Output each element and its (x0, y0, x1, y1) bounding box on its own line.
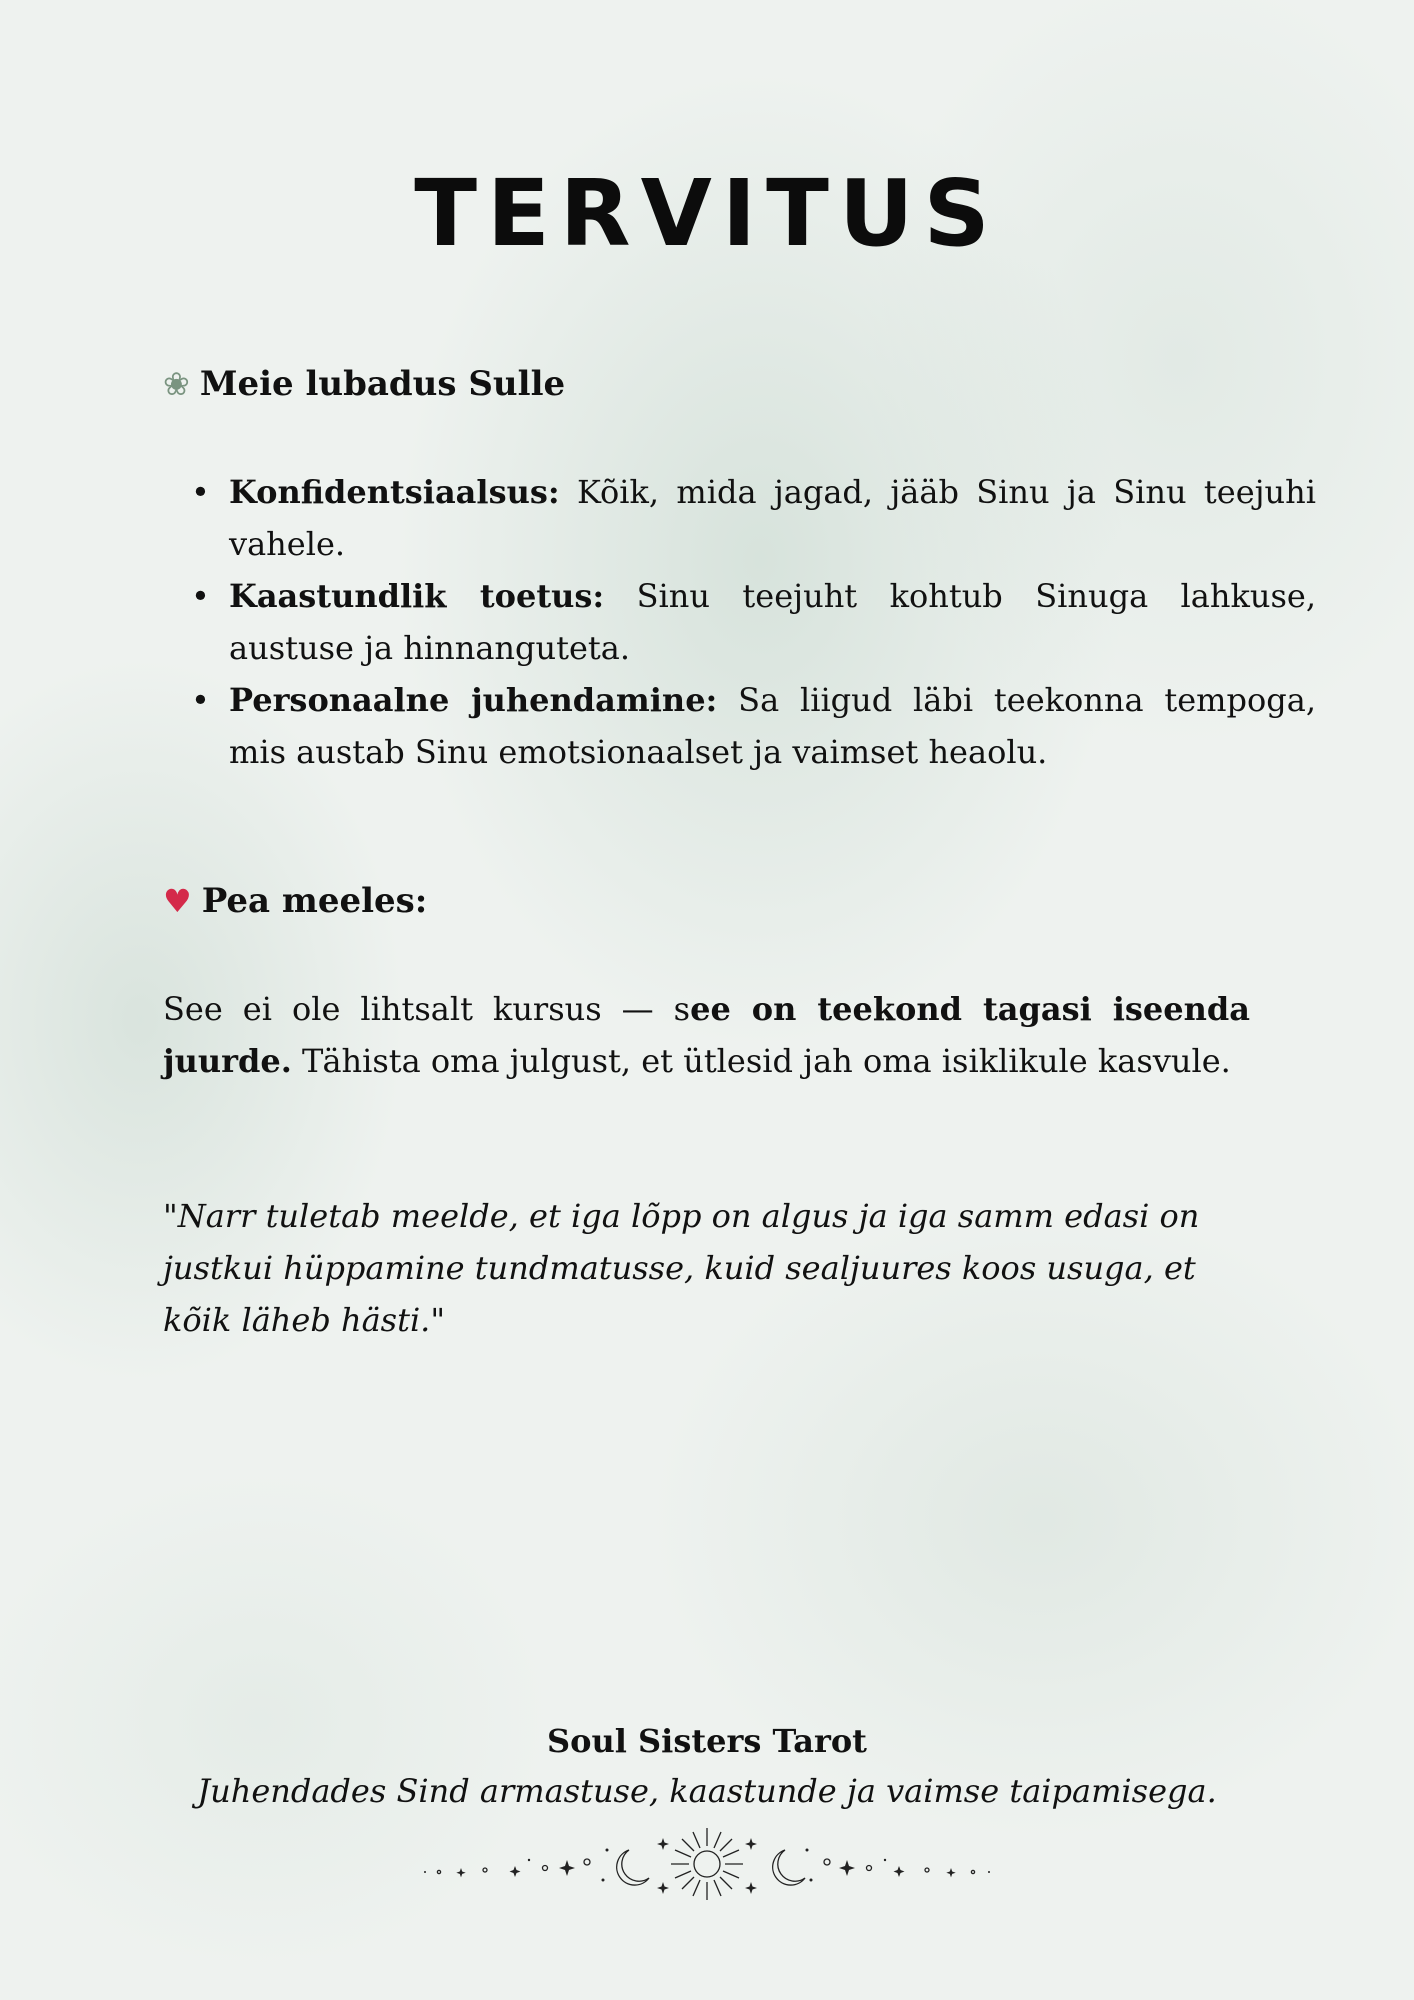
sparkling-heart-icon: ♥ (163, 882, 192, 920)
remember-paragraph (163, 983, 1250, 1087)
item-text: Sinu teejuht kohtub Sinuga lahkuse, austuse ja hinnanguteta. (229, 577, 1317, 667)
item-text: Kõik, mida jagad, jääb Sinu ja Sinu teejuhi vahele. (229, 473, 1316, 563)
celestial-ornament-icon (417, 1820, 997, 1910)
remember-bold: ee on teekond tagasi iseenda juurde. (163, 990, 1251, 1080)
leaf-icon: ❀ (163, 365, 190, 403)
list-item (229, 570, 1316, 674)
item-label: Personaalne juhendamine: (229, 681, 718, 719)
remember-heading-text: Pea meeles: (201, 881, 428, 921)
item-text: Sa liigud läbi teekonna tempoga, mis austab Sinu emotsionaalset ja vaimset heaolu. (229, 681, 1317, 771)
fool-quote: "Narr tuletab meelde, et iga lõpp on algus ja iga samm edasi on justkui hüppamine tundmatusse, kuid sealjuures koos usuga, et kõik läheb hästi." (163, 1197, 1200, 1339)
brand-tagline: Juhendades Sind armastuse, kaastunde ja vaimse taipamisega. (197, 1772, 1217, 1810)
remember-heading (163, 881, 427, 921)
promise-heading (163, 364, 565, 404)
item-label: Konfidentsiaalsus: (229, 473, 560, 511)
remember-intro: See ei ole lihtsalt kursus — s (163, 990, 691, 1028)
item-label: Kaastundlik toetus: (229, 577, 605, 615)
promise-heading-text: Meie lubadus Sulle (199, 364, 566, 404)
remember-rest: Tähista oma julgust, et ütlesid jah oma isiklikule kasvule. (291, 1042, 1231, 1080)
list-item (229, 466, 1316, 570)
page-title: TERVITUS (414, 160, 1000, 267)
list-item (229, 674, 1316, 778)
promise-list (163, 466, 1316, 778)
brand-name: Soul Sisters Tarot (547, 1722, 867, 1760)
